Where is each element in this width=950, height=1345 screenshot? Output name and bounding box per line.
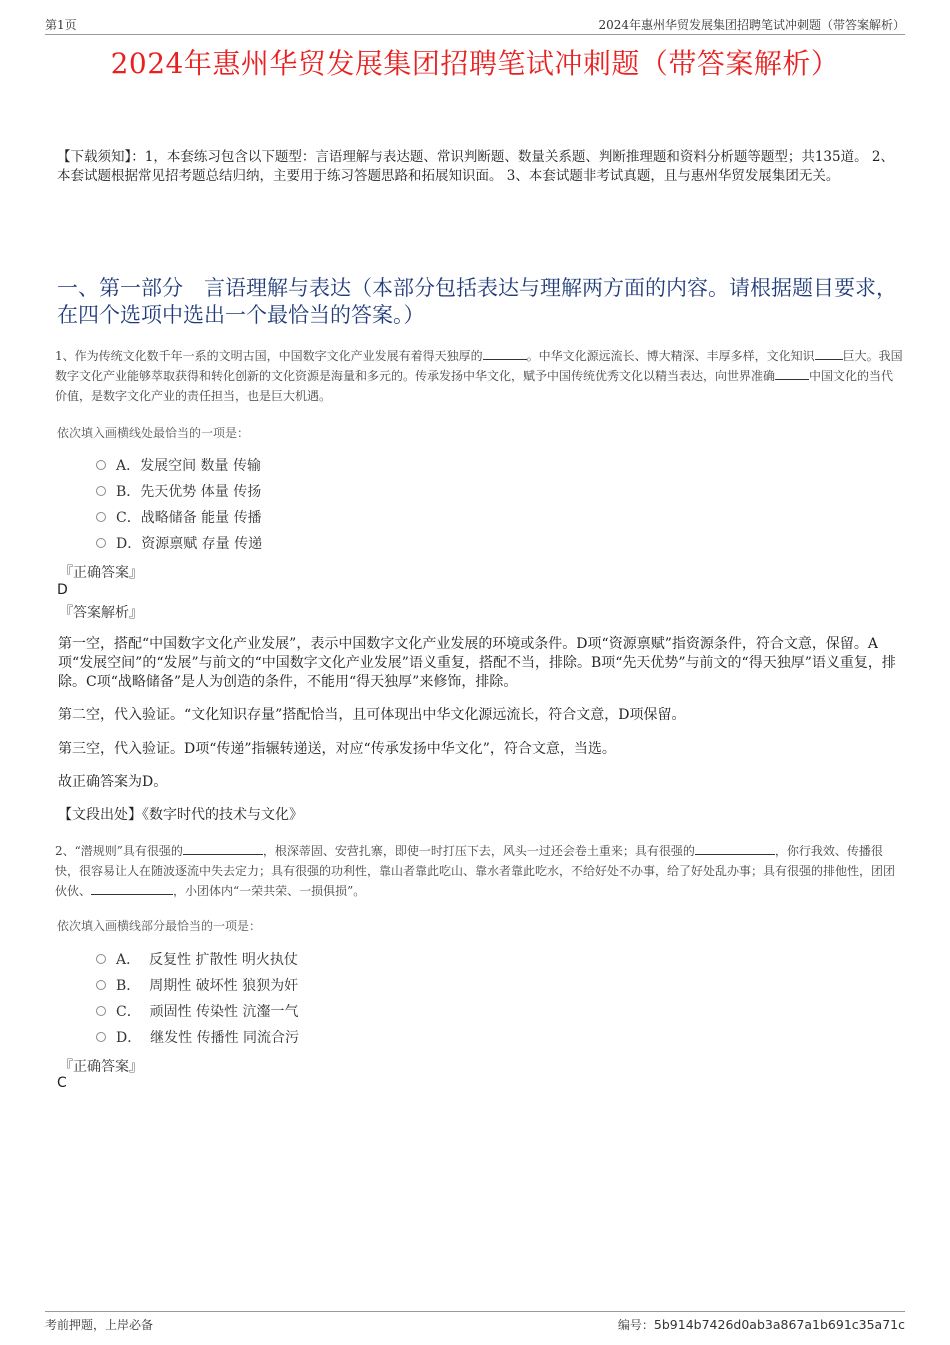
blank xyxy=(695,842,775,855)
correct-answer: D xyxy=(57,582,68,598)
section-title: 一、第一部分 言语理解与表达（本部分包括表达与理解两方面的内容。请根据题目要求，在四个选项中选出一个最恰当的答案。） xyxy=(57,276,897,327)
download-notice: 【下载须知】：1，本套练习包含以下题型：言语理解与表达题、常识判断题、数量关系题、判断推理题和资料分析题等题型；共135道。 2、本套试题根据常见招考题总结归纳，主要用于练习答题思路和拓展知识面。 3、本套试题非考试真题，且与惠州华贸发展集团无关。 xyxy=(57,149,894,184)
document-title: 2024年惠州华贸发展集团招聘笔试冲刺题（带答案解析） xyxy=(110,47,840,80)
question-2-options xyxy=(96,946,299,1050)
option-d[interactable]: D． 继发性 传播性 同流合污 xyxy=(96,1024,299,1050)
radio-icon[interactable] xyxy=(96,1006,106,1016)
blank xyxy=(775,367,809,380)
question-1-stem: 1、作为传统文化数千年一系的文明古国，中国数字文化产业发展有着得天独厚的 。中华文化源远流长、博大精深、丰厚多样，文化知识 巨大。我国数字文化产业能够萃取获得和转化创新的文化资源是海量和多元的。传承发扬中华文化，赋予中国传统优秀文化以精当表达，向世界准确 中国文化的当代价值，是数字文化产业的责任担当，也是巨大机遇。 xyxy=(55,349,903,403)
analysis-paragraph: 第一空，搭配“中国数字文化产业发展”，表示中国数字文化产业发展的环境或条件。D项“资源禀赋”指资源条件，符合文意，保留。A项“发展空间”的“发展”与前文的“中国数字文化产业发展”语义重复，搭配不当，排除。B项“先天优势”与前文的“得天独厚”语义重复，排除。C项“战略储备”是人为创造的条件，不能用“得天独厚”来修饰，排除。 xyxy=(58,636,896,690)
serial-code: 5b914b7426d0ab3a867a1b691c35a71c xyxy=(653,1317,905,1332)
blank xyxy=(483,347,527,360)
radio-icon[interactable] xyxy=(96,980,106,990)
radio-icon[interactable] xyxy=(96,538,106,548)
option-a[interactable]: A． 反复性 扩散性 明火执仗 xyxy=(96,946,299,972)
analysis-label: 『答案解析』 xyxy=(59,605,143,621)
question-1-options xyxy=(96,452,262,556)
option-c[interactable]: C．战略储备 能量 传播 xyxy=(96,504,262,530)
analysis-paragraph: 第二空，代入验证。“文化知识存量”搭配恰当，且可体现出中华文化源远流长，符合文意，D项保留。 xyxy=(58,707,686,723)
footer-slogan: 考前押题，上岸必备 xyxy=(45,1318,154,1332)
correct-answer-label: 『正确答案』 xyxy=(59,1059,143,1075)
serial-label: 编号： xyxy=(617,1318,654,1332)
page-footer xyxy=(45,1311,905,1338)
footer-serial xyxy=(618,1316,905,1333)
header-doc-title: 2024年惠州华贸发展集团招聘笔试冲刺题（带答案解析） xyxy=(598,18,905,32)
radio-icon[interactable] xyxy=(96,512,106,522)
blank xyxy=(91,882,173,895)
analysis-paragraph: 故正确答案为D。 xyxy=(58,774,168,790)
option-b[interactable]: B． 周期性 破坏性 狼狈为奸 xyxy=(96,972,299,998)
page-header xyxy=(45,12,905,35)
source-citation: 【文段出处】《数字时代的技术与文化》 xyxy=(58,807,303,823)
question-1-prompt: 依次填入画横线处最恰当的一项是： xyxy=(57,426,250,440)
radio-icon[interactable] xyxy=(96,486,106,496)
option-b[interactable]: B．先天优势 体量 传扬 xyxy=(96,478,262,504)
option-a[interactable]: A．发展空间 数量 传输 xyxy=(96,452,262,478)
option-d[interactable]: D．资源禀赋 存量 传递 xyxy=(96,530,262,556)
option-c[interactable]: C． 顽固性 传染性 沆瀣一气 xyxy=(96,998,299,1024)
blank xyxy=(183,842,263,855)
radio-icon[interactable] xyxy=(96,954,106,964)
question-2-stem: 2、“潜规则”具有很强的 ，根深蒂固、安营扎寨，即使一时打压下去，风头一过还会卷土重来；具有很强的 ，你行我效、传播很快，很容易让人在随波逐流中失去定力；具有很强的功利性，靠山者靠此吃山、靠水者靠此吃水，不给好处不办事，给了好处乱办事；具有很强的排他性，团团伙伙、 ，小团体内“一荣共荣、一损俱损”。 xyxy=(55,844,896,898)
radio-icon[interactable] xyxy=(96,1032,106,1042)
radio-icon[interactable] xyxy=(96,460,106,470)
question-2-prompt: 依次填入画横线部分最恰当的一项是： xyxy=(57,919,262,933)
blank xyxy=(815,347,843,360)
page-number: 第1页 xyxy=(45,18,77,32)
correct-answer: C xyxy=(57,1075,67,1091)
correct-answer-label: 『正确答案』 xyxy=(59,565,143,581)
analysis-paragraph: 第三空，代入验证。D项“传递”指辗转递送，对应“传承发扬中华文化”，符合文意，当选。 xyxy=(58,741,616,757)
